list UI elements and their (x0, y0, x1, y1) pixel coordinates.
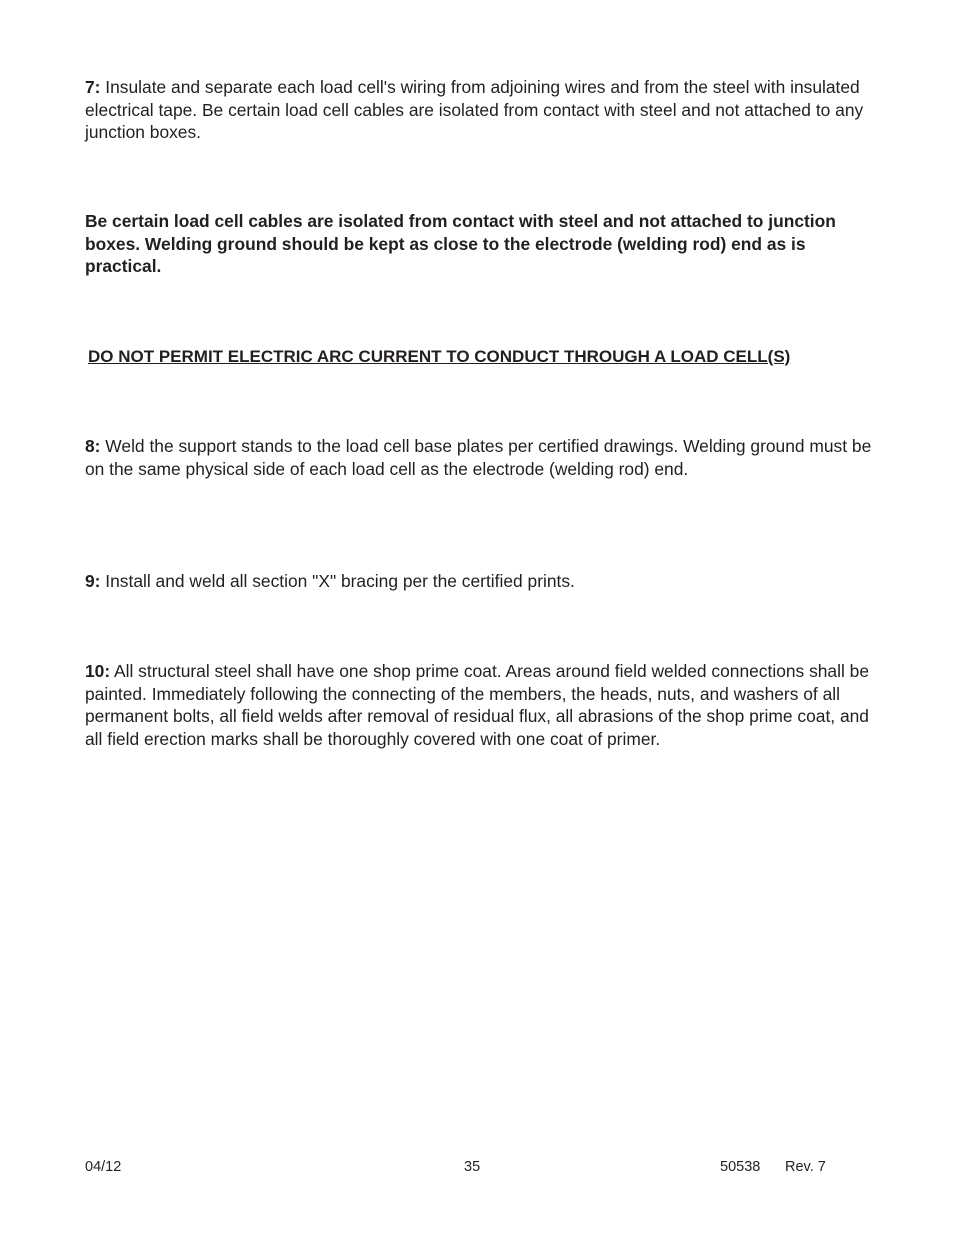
step-10-text: All structural steel shall have one shop prime coat. Areas around field welded connections shall be painted. Immediately following the connecting of the members, the heads, nuts, and washers of all permanent bolts, all field welds after removal of residual flux, all abrasions of the shop prime coat, and all field erection marks shall be thoroughly covered with one coat of primer. (85, 661, 870, 749)
step-7-paragraph (85, 76, 875, 144)
step-7-text: Insulate and separate each load cell's wiring from adjoining wires and from the steel with insulated electrical tape. Be certain load cell cables are isolated from contact with steel and not attached to any junction boxes. (85, 77, 864, 143)
step-9-paragraph (85, 570, 875, 593)
footer-revision: Rev. 7 (785, 1159, 826, 1175)
footer-page-number: 35 (464, 1159, 481, 1175)
step-9-text: Install and weld all section "X" bracing per the certified prints. (100, 571, 575, 591)
step-8-number: 8: (85, 436, 101, 456)
arc-current-warning: DO NOT PERMIT ELECTRIC ARC CURRENT TO CONDUCT THROUGH A LOAD CELL(S) (88, 347, 791, 366)
footer-document-number: 50538 (720, 1159, 761, 1175)
step-8-text: Weld the support stands to the load cell base plates per certified drawings. Welding ground must be on the same physical side of each load cell as the electrode (welding rod) end. (85, 436, 872, 479)
step-9-number: 9: (85, 571, 101, 591)
step-8-paragraph (85, 435, 875, 480)
step-10-paragraph (85, 660, 875, 750)
welding-caution-note: Be certain load cell cables are isolated from contact with steel and not attached to junction boxes. Welding ground should be kept as close to the electrode (welding rod) end as is practical. (85, 211, 836, 277)
step-7-number: 7: (85, 77, 101, 97)
step-10-number: 10: (85, 661, 111, 681)
footer-date: 04/12 (85, 1159, 122, 1175)
